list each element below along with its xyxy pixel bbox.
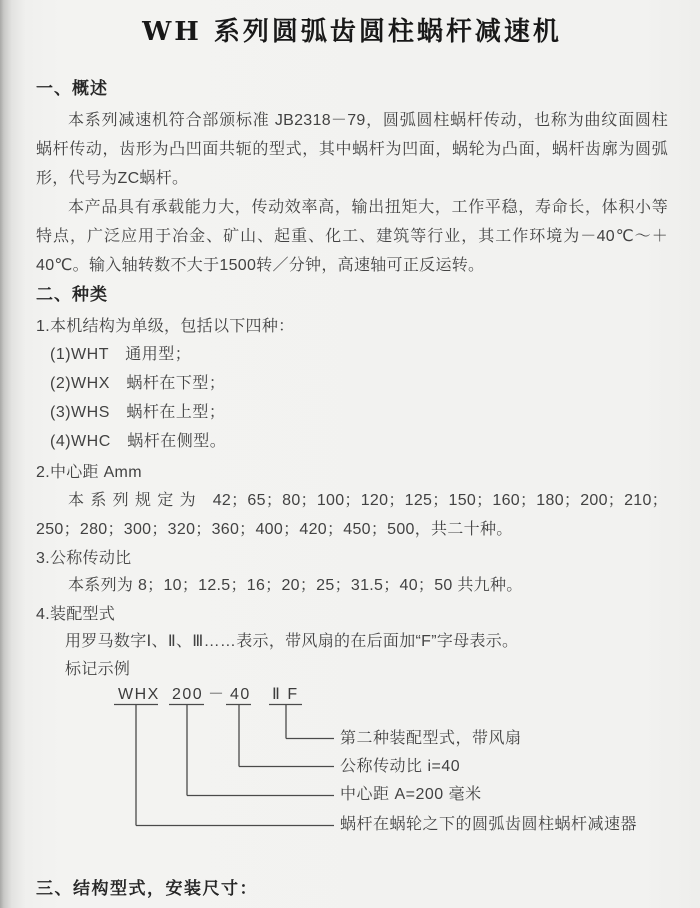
callout-ratio: 公称传动比 i=40 (340, 758, 461, 775)
callout-center-distance: 中心距 A=200 毫米 (340, 786, 482, 803)
ratio-text: 本系列为 8；10；12.5；16；20；25；31.5；40；50 共九种。 (68, 577, 523, 594)
list-item-whc: (4)WHC 蜗杆在侧型。 (50, 433, 227, 450)
overview-heading: 一、概述 (36, 79, 108, 98)
structure-types-label: 1.本机结构为单级，包括以下四种： (36, 318, 295, 335)
callout-model: 蜗杆在蜗轮之下的圆弧齿圆柱蜗杆减速器 (340, 816, 638, 833)
list-item-wht: (1)WHT 通用型； (50, 346, 192, 363)
center-distance-label: 2.中心距 Amm (36, 464, 142, 481)
section-overview (36, 78, 668, 280)
overview-paragraph-1: 本系列减速机符合部颁标准 JB2318－79，圆弧圆柱蜗杆传动，也称为曲纹面圆柱蜗杆传动，齿形为凸凹面共轭的型式，其中蜗杆为凹面，蜗轮为凸面，蜗杆齿廓为圆弧形，代号为ZC蜗杆。 (36, 112, 668, 187)
section-types (36, 284, 668, 846)
structure-heading: 三、结构型式，安装尺寸： (36, 879, 258, 898)
center-distance-text: 本系列规定为 42；65；80；100；120；125；150；160；180；200；210；250；280；300；320；360；400；420；450；500，共二十种。 (36, 492, 668, 538)
assembly-text: 用罗马数字Ⅰ、Ⅱ、Ⅲ……表示，带风扇的在后面加“F”字母表示。 (65, 633, 519, 650)
marking-example-label: 标记示例 (65, 661, 131, 678)
code-center-distance: 200 (172, 686, 204, 703)
list-item-whx: (2)WHX 蜗杆在下型； (50, 375, 226, 392)
code-dash: － (208, 686, 226, 703)
section-structure (36, 878, 668, 900)
code-model: WHX (118, 686, 160, 703)
callout-assembly-type: 第二种装配型式，带风扇 (340, 730, 522, 747)
types-heading: 二、种类 (36, 285, 108, 304)
structure-types-list (36, 340, 668, 456)
assembly-label: 4.装配型式 (36, 606, 116, 623)
marking-example-diagram (36, 684, 668, 846)
ratio-label: 3.公称传动比 (36, 550, 132, 567)
code-ratio: 40 (230, 686, 251, 703)
overview-paragraph-2: 本产品具有承载能力大，传动效率高，输出扭矩大，工作平稳，寿命长，体积小等特点，广泛应用于冶金、矿山、起重、化工、建筑等行业，其工作环境为－40℃～＋40℃。输入轴转数不大于1500转／分钟，高速轴可正反运转。 (36, 199, 668, 274)
page-title: WH 系列圆弧齿圆柱蜗杆减速机 (142, 17, 562, 47)
code-assembly: Ⅱ F (272, 686, 299, 703)
list-item-whs: (3)WHS 蜗杆在上型； (50, 404, 226, 421)
